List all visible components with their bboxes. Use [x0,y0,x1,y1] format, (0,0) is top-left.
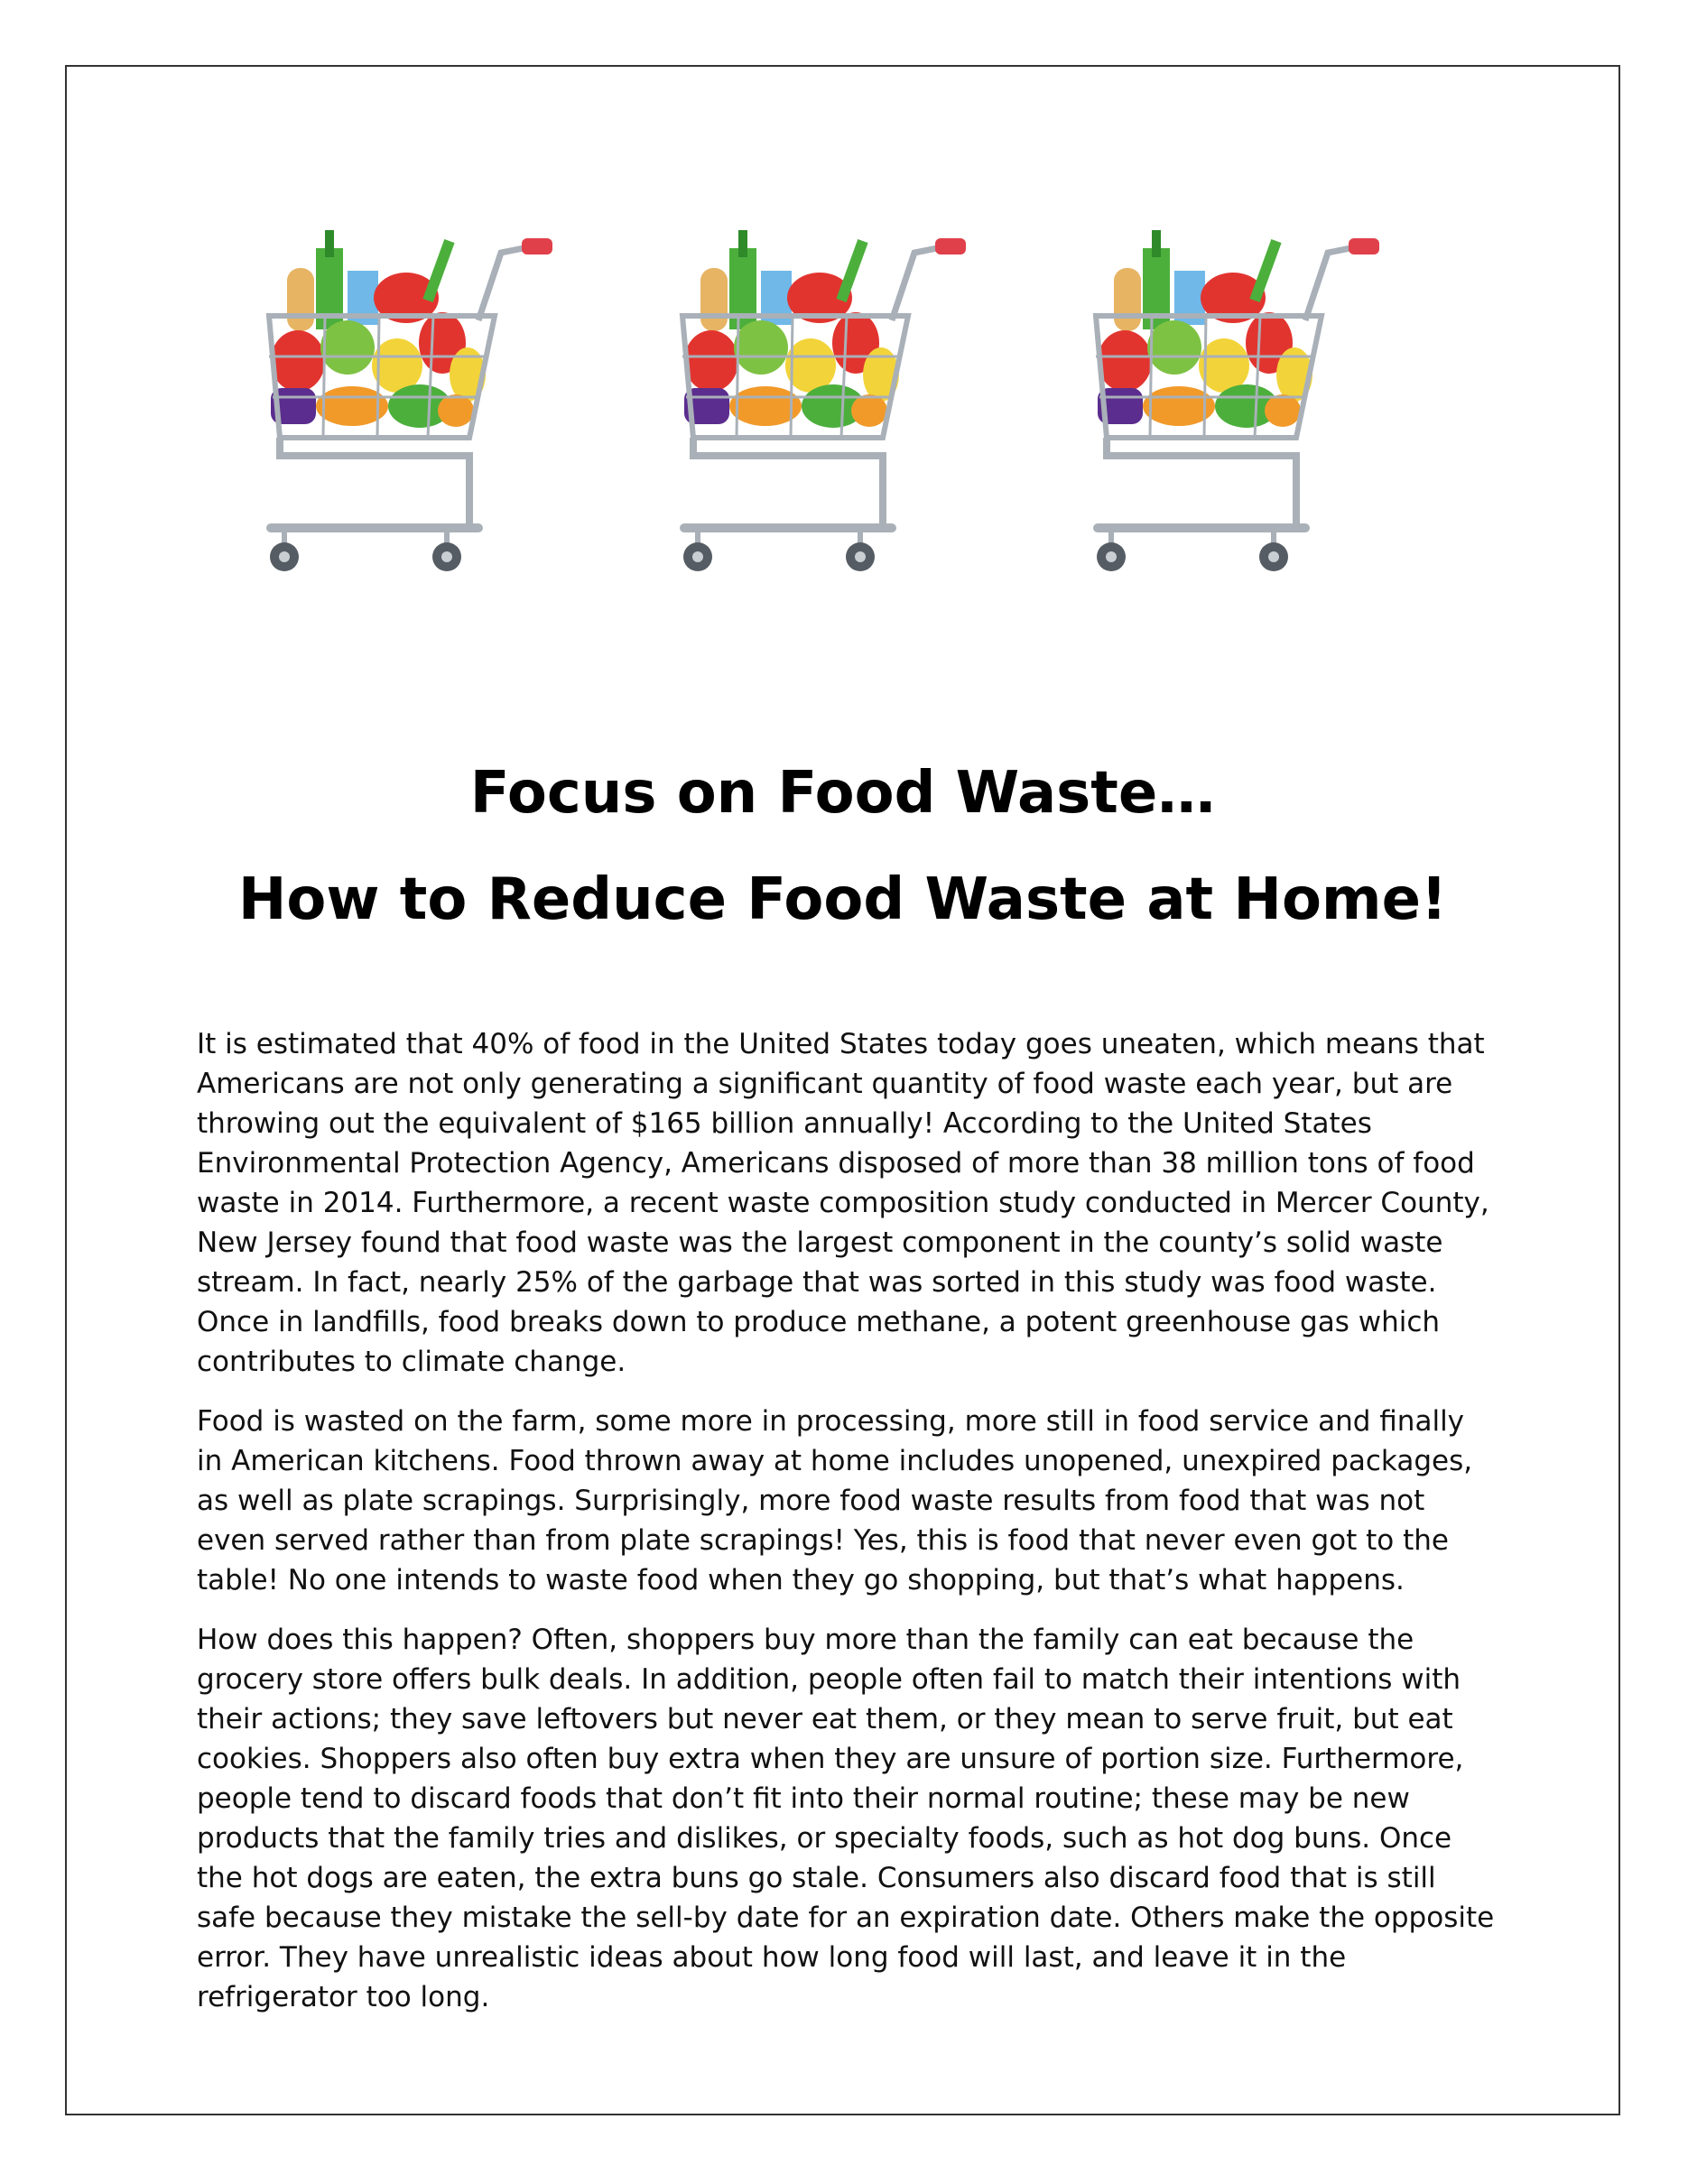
cart-illustrations [262,230,1399,582]
paragraph: It is estimated that 40% of food in the United States today goes uneaten, which means that Americans are not only generating a significant quantity of food waste each year, but are throwing out the equivalent of $165 billion annually! According to the United States Environmental Protection Agency, Americans disposed of more than 38 million tons of food waste in 2014. Furthermore, a recent waste composition study conducted in Mercer County, New Jersey found that food waste was the largest component in the county’s solid waste stream. In fact, nearly 25% of the garbage that was sorted in this study was food waste. Once in landfills, food breaks down to produce methane, a potent greenhouse gas which contributes to climate change. [197,1028,1489,1378]
grocery-cart-icon [262,230,569,582]
page-title: Focus on Food Waste… [469,760,1216,827]
paragraph: Food is wasted on the farm, some more in processing, more still in food service and finally in American kitchens. Food thrown away at home includes unopened, unexpired packages, as well as plate scrapings. Surprisingly, more food waste results from food that was not even served rather than from plate scrapings! Yes, this is food that never even got to the table! No one intends to waste food when they go shopping, but that’s what happens. [197,1405,1473,1596]
grocery-cart-icon [675,230,982,582]
article-body [197,1024,1497,2037]
grocery-cart-icon [1089,230,1396,582]
title-block [65,740,1620,953]
paragraph: How does this happen? Often, shoppers buy more than the family can eat because the grocery store offers bulk deals. In addition, people often fail to match their intentions with their actions; they save leftovers but never eat them, or they mean to serve fruit, but eat cookies. Shoppers also often buy extra when they are unsure of portion size. Furthermore, people tend to discard foods that don’t fit into their normal routine; these may be new products that the family tries and dislikes, or specialty foods, such as hot dog buns. Once the hot dogs are eaten, the extra buns go stale. Consumers also discard food that is still safe because they mistake the sell-by date for an expiration date. Others make the opposite error. They have unrealistic ideas about how long food will last, and leave it in the refrigerator too long. [197,1624,1495,2013]
page-subtitle: How to Reduce Food Waste at Home! [237,866,1448,933]
